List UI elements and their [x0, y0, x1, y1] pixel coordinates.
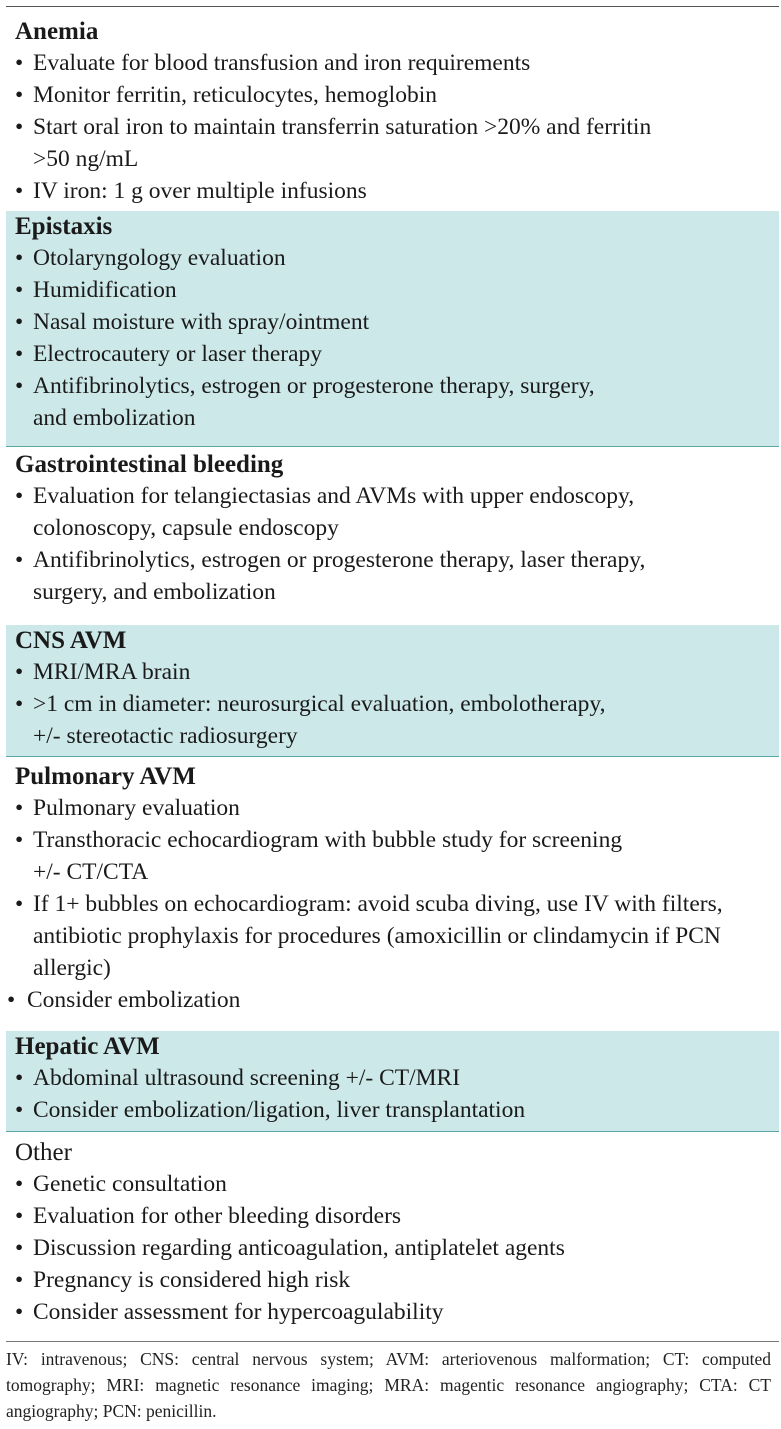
- bullet-list: [15, 242, 779, 434]
- section-title: Pulmonary AVM: [15, 763, 196, 790]
- list-item: [15, 888, 779, 984]
- bullet-icon: •: [15, 891, 24, 917]
- list-item-text: Antifibrinolytics, estrogen or progesterone therapy, laser therapy,: [33, 547, 646, 573]
- section-title: Gastrointestinal bleeding: [15, 451, 284, 478]
- list-item-text: Antifibrinolytics, estrogen or progesterone therapy, surgery,: [33, 373, 595, 399]
- bullet-list: [15, 1062, 779, 1126]
- bullet-icon: •: [15, 1097, 24, 1123]
- bullet-list: [15, 656, 779, 752]
- bullet-icon: •: [15, 341, 24, 367]
- bullet-icon: •: [15, 827, 24, 853]
- list-item: [15, 370, 779, 434]
- list-item: [7, 984, 779, 1016]
- bullet-icon: •: [15, 277, 24, 303]
- section-title: Other: [15, 1139, 72, 1166]
- bullet-list: [15, 1168, 779, 1328]
- list-item: [15, 306, 779, 338]
- list-item: [15, 47, 779, 79]
- list-item-text: Otolaryngology evaluation: [33, 245, 286, 271]
- bullet-list: [7, 792, 779, 1016]
- list-item-text: Consider embolization: [27, 987, 241, 1013]
- list-item: [15, 1200, 779, 1232]
- list-item-text: Evaluation for other bleeding disorders: [33, 1203, 402, 1229]
- bullet-icon: •: [15, 691, 24, 717]
- bullet-icon: •: [15, 547, 24, 573]
- bullet-icon: •: [15, 373, 24, 399]
- list-item-text: Consider assessment for hypercoagulability: [33, 1299, 444, 1325]
- section-title: Anemia: [15, 18, 99, 45]
- list-item: [15, 1094, 779, 1126]
- list-item-text: Electrocautery or laser therapy: [33, 341, 323, 367]
- bullet-icon: •: [15, 795, 24, 821]
- bullet-icon: •: [15, 1171, 24, 1197]
- list-item-text: Evaluation for telangiectasias and AVMs with upper endoscopy,: [33, 483, 635, 509]
- list-item: [15, 792, 779, 824]
- list-item-text: MRI/MRA brain: [33, 659, 191, 685]
- list-item-text: +/- stereotactic radiosurgery: [33, 723, 298, 749]
- list-item-text: Pregnancy is considered high risk: [33, 1267, 351, 1293]
- list-item: [15, 111, 779, 175]
- list-item-text: Consider embolization/ligation, liver transplantation: [33, 1097, 526, 1123]
- list-item: [15, 175, 779, 207]
- section-cns-avm: [6, 625, 779, 757]
- section-title: Hepatic AVM: [15, 1033, 160, 1060]
- list-item-text: Pulmonary evaluation: [33, 795, 240, 821]
- list-item-text: and embolization: [33, 405, 196, 431]
- section-title: CNS AVM: [15, 627, 127, 654]
- list-item: [15, 544, 779, 608]
- bullet-icon: •: [15, 114, 24, 140]
- bullet-icon: •: [15, 245, 24, 271]
- list-item-text: +/- CT/CTA: [33, 859, 149, 885]
- list-item-text: >50 ng/mL: [33, 146, 139, 172]
- section-epistaxis: [6, 211, 779, 447]
- list-item-text: Discussion regarding anticoagulation, antiplatelet agents: [33, 1235, 565, 1261]
- list-item-text: Start oral iron to maintain transferrin saturation >20% and ferritin: [33, 114, 652, 140]
- list-item-text: colonoscopy, capsule endoscopy: [33, 515, 339, 541]
- list-item-text: Nasal moisture with spray/ointment: [33, 309, 370, 335]
- bullet-icon: •: [7, 987, 16, 1013]
- bullet-icon: •: [15, 1235, 24, 1261]
- bullet-list: [15, 480, 779, 608]
- list-item: [15, 824, 779, 888]
- bullet-icon: •: [15, 1299, 24, 1325]
- list-item: [15, 79, 779, 111]
- bullet-icon: •: [15, 82, 24, 108]
- list-item: [15, 688, 779, 752]
- section-other: [6, 1137, 779, 1337]
- section-hepatic-avm: [6, 1031, 779, 1132]
- list-item-text: antibiotic prophylaxis for procedures (amoxicillin or clindamycin if PCN: [33, 923, 721, 949]
- bullet-icon: •: [15, 50, 24, 76]
- list-item-text: Monitor ferritin, reticulocytes, hemoglobin: [33, 82, 437, 108]
- list-item-text: IV iron: 1 g over multiple infusions: [33, 178, 367, 204]
- list-item: [15, 274, 779, 306]
- bullet-icon: •: [15, 483, 24, 509]
- bullet-icon: •: [15, 1203, 24, 1229]
- list-item-text: Genetic consultation: [33, 1171, 227, 1197]
- list-item: [15, 1296, 779, 1328]
- list-item: [15, 242, 779, 274]
- section-pulmonary-avm: [6, 761, 779, 1029]
- list-item: [15, 338, 779, 370]
- list-item-text: If 1+ bubbles on echocardiogram: avoid scuba diving, use IV with filters,: [33, 891, 723, 917]
- section-gastrointestinal-bleeding: [6, 449, 779, 625]
- bullet-list: [15, 47, 779, 207]
- footnote: IV: intravenous; CNS: central nervous system; AVM: arteriovenous malformation; CT: computed tomography; MRI: magnetic resonance imaging; MRA: magentic resonance angiography; CTA: CT angiography; PCN: penicillin.: [6, 1349, 771, 1421]
- bullet-icon: •: [15, 1267, 24, 1293]
- bullet-icon: •: [15, 1065, 24, 1091]
- list-item: [15, 480, 779, 544]
- bullet-icon: •: [15, 309, 24, 335]
- list-item-text: surgery, and embolization: [33, 579, 276, 605]
- list-item-text: Transthoracic echocardiogram with bubble study for screening: [33, 827, 623, 853]
- bullet-icon: •: [15, 659, 24, 685]
- footnote-rule: [6, 1341, 779, 1342]
- section-title: Epistaxis: [15, 213, 113, 240]
- list-item-text: Abdominal ultrasound screening +/- CT/MRI: [33, 1065, 461, 1091]
- list-item: [15, 1062, 779, 1094]
- list-item: [15, 1232, 779, 1264]
- list-item-text: Evaluate for blood transfusion and iron requirements: [33, 50, 531, 76]
- list-item-text: allergic): [33, 955, 111, 981]
- top-rule: [6, 6, 779, 7]
- list-item: [15, 656, 779, 688]
- list-item-text: Humidification: [33, 277, 177, 303]
- bullet-icon: •: [15, 178, 24, 204]
- section-anemia: [6, 16, 779, 208]
- list-item: [15, 1264, 779, 1296]
- list-item-text: >1 cm in diameter: neurosurgical evaluation, embolotherapy,: [33, 691, 606, 717]
- list-item: [15, 1168, 779, 1200]
